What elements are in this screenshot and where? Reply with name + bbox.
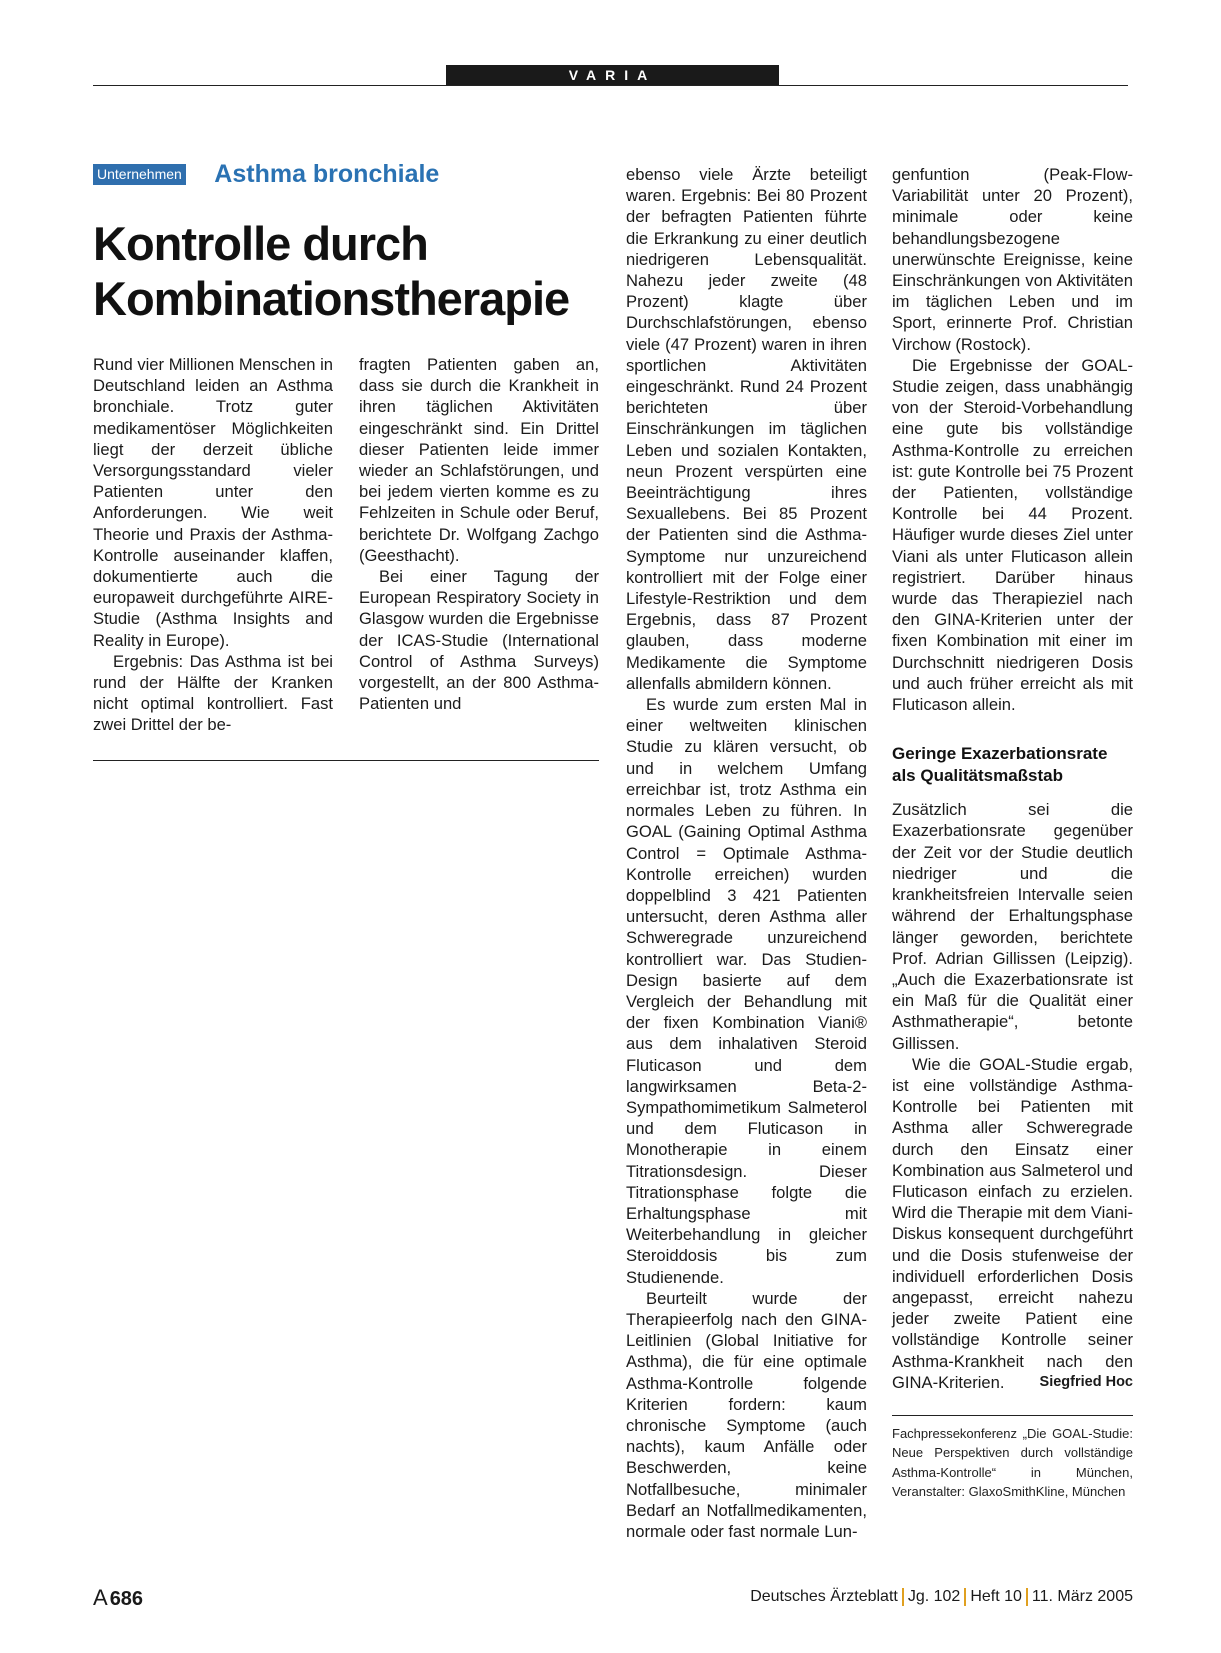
paragraph (892, 1054, 1133, 1393)
intro-divider (93, 760, 599, 761)
text-column-2 (359, 354, 599, 714)
author-byline: Siegfried Hoc (1039, 1373, 1133, 1390)
footer-separator (902, 1588, 904, 1606)
journal-footer (750, 1588, 1133, 1606)
page-prefix: A (93, 1585, 108, 1610)
journal-issue: Heft 10 (970, 1588, 1022, 1606)
page-title (93, 216, 593, 326)
journal-date: 11. März 2005 (1031, 1588, 1133, 1606)
topic-title: Asthma bronchiale (214, 160, 440, 188)
header-rule (93, 85, 1128, 86)
page-number-value: 686 (109, 1588, 144, 1610)
paragraph: genfuntion (Peak-Flow-Variabilität unter 20 Prozent), minimale oder keine behandlungsbezogene unerwünschte Ereignisse, keine Einschränkungen von Aktivitäten im täglichen Leben und im Sport, erinnerte Prof. Christian Virchow (Rostock). (892, 165, 1133, 354)
journal-name: Deutsches Ärzteblatt (750, 1588, 898, 1606)
category-badge: Unternehmen (93, 164, 186, 185)
text-column-3 (626, 164, 867, 1542)
source-note: Fachpressekonferenz „Die GOAL-Studie: Neue Perspektiven durch vollständige Asthma-Kontrolle“ in München, Veranstalter: GlaxoSmithKline, München (892, 1425, 1133, 1500)
text-column-1 (93, 354, 333, 736)
journal-volume: Jg. 102 (907, 1588, 961, 1606)
text-column-4 (892, 164, 1133, 1502)
paragraph: Zusätzlich sei die Exazerbationsrate gegenüber der Zeit vor der Studie deutlich niedriger und die krankheitsfreien Intervalle seien während der Erhaltungsphase länger geworden, berichtete Prof. Adrian Gillissen (Leipzig). „Auch die Exazerbationsrate ist ein Maß für die Qualität einer Asthmatherapie“, betonte Gillissen. (892, 800, 1133, 1053)
note-divider (892, 1415, 1133, 1416)
paragraph: Bei einer Tagung der European Respiratory Society in Glasgow wurden die Ergebnisse der ICAS-Studie (International Control of Asthma Surveys) vorgestellt, an der 800 Asthma-Patienten und (359, 567, 599, 714)
section-subheading: Geringe Exazerbationsrate als Qualitätsmaßstab (892, 744, 1108, 786)
headline-line-1: Kontrolle durch (93, 217, 428, 270)
paragraph: Rund vier Millionen Menschen in Deutschland leiden an Asthma bronchiale. Trotz guter medikamentöser Möglichkeiten liegt der derzeit übliche Versorgungsstandard vieler Patienten unter den Anforderungen. Wie weit Theorie und Praxis der Asthma-Kontrolle auseinander klaffen, dokumentierte auch die europaweit durchgeführte AIRE-Studie (Asthma Insights and Reality in Europe). (93, 355, 333, 650)
page-number (93, 1585, 143, 1611)
footer-separator (1026, 1588, 1028, 1606)
section-label: VARIA (446, 65, 779, 85)
kicker (93, 160, 439, 192)
paragraph: Beurteilt wurde der Therapieerfolg nach den GINA-Leitlinien (Global Initiative for Asthma), die für eine optimale Asthma-Kontrolle folgende Kriterien fordern: kaum chronische Symptome (auch nachts), kaum Anfälle oder Beschwerden, keine Notfallbesuche, minimaler Bedarf an Notfallmedikamenten, normale oder fast normale Lun- (626, 1288, 867, 1541)
paragraph-text: Wie die GOAL-Studie ergab, ist eine vollständige Asthma-Kontrolle bei Patienten mit Asthma aller Schweregrade durch den Einsatz einer Kombination aus Salmeterol und Fluticason einfach zu erzielen. Wird die Therapie mit dem Viani-Diskus konsequent durchgeführt und die Dosis stufenweise der individuell erforderlichen Dosis angepasst, erreicht nahezu jeder zweite Patient eine vollständige Kontrolle seiner Asthma-Krankheit nach den GINA-Kriterien. (892, 1054, 1134, 1392)
paragraph: Die Ergebnisse der GOAL-Studie zeigen, dass unabhängig von der Steroid-Vorbehandlung eine gute bis vollständige Asthma-Kontrolle zu erreichen ist: gute Kontrolle bei 75 Prozent der Patienten, vollständige Kontrolle bei 44 Prozent. Häufiger wurde dieses Ziel unter Viani als unter Fluticason allein registriert. Darüber hinaus wurde das Therapieziel nach den GINA-Kriterien unter der fixen Kombination mit einer im Durchschnitt niedrigeren Dosis und auch früher erreicht als mit Fluticason allein. (892, 355, 1133, 715)
paragraph: ebenso viele Ärzte beteiligt waren. Ergebnis: Bei 80 Prozent der befragten Patienten führte die Erkrankung zu einer deutlich niedrigeren Lebensqualität. Nahezu jeder zweite (48 Prozent) klagte über Durchschlafstörungen, ebenso viele (47 Prozent) waren in ihren sportlichen Aktivitäten eingeschränkt. Rund 24 Prozent berichteten über Einschränkungen im täglichen Leben und sozialen Kontakten, neun Prozent verspürten eine Beeinträchtigung ihres Sexuallebens. Bei 85 Prozent der Patienten sind die Asthma-Symptome nur unzureichend kontrolliert mit der Folge einer Lifestyle-Restriktion und dem Ergebnis, dass 87 Prozent glauben, dass moderne Medikamente die Symptome allenfalls abmildern können. (626, 165, 867, 693)
paragraph: Ergebnis: Das Asthma ist bei rund der Hälfte der Kranken nicht optimal kontrolliert. Fast zwei Drittel der be- (93, 651, 333, 735)
paragraph: Es wurde zum ersten Mal in einer weltweiten klinischen Studie zu klären versucht, ob und in welchem Umfang erreichbar ist, trotz Asthma ein normales Leben zu führen. In GOAL (Gaining Optimal Asthma Control = Optimale Asthma-Kontrolle erreichen) wurden doppelblind 3 421 Patienten untersucht, deren Asthma aller Schweregrade unzureichend kontrolliert war. Das Studien-Design basierte auf dem Vergleich der Behandlung mit der fixen Kombination Viani® aus dem inhalativen Steroid Fluticason und dem langwirksamen Beta-2-Sympathomimetikum Salmeterol und dem Fluticason in Monotherapie in einem Titrationsdesign. Dieser Titrationsphase folgte die Erhaltungsphase mit Weiterbehandlung in gleicher Steroiddosis bis zum Studienende. (626, 695, 867, 1287)
headline-line-2: Kombinationstherapie (93, 272, 570, 325)
footer-separator (964, 1588, 966, 1606)
paragraph: fragten Patienten gaben an, dass sie durch die Krankheit in ihren täglichen Aktivitäten eingeschränkt sind. Ein Drittel dieser Patienten leide immer wieder an Schlafstörungen, und bei jedem vierten komme es zu Fehlzeiten in Schule oder Beruf, berichtete Dr. Wolfgang Zachgo (Geesthacht). (359, 355, 599, 565)
